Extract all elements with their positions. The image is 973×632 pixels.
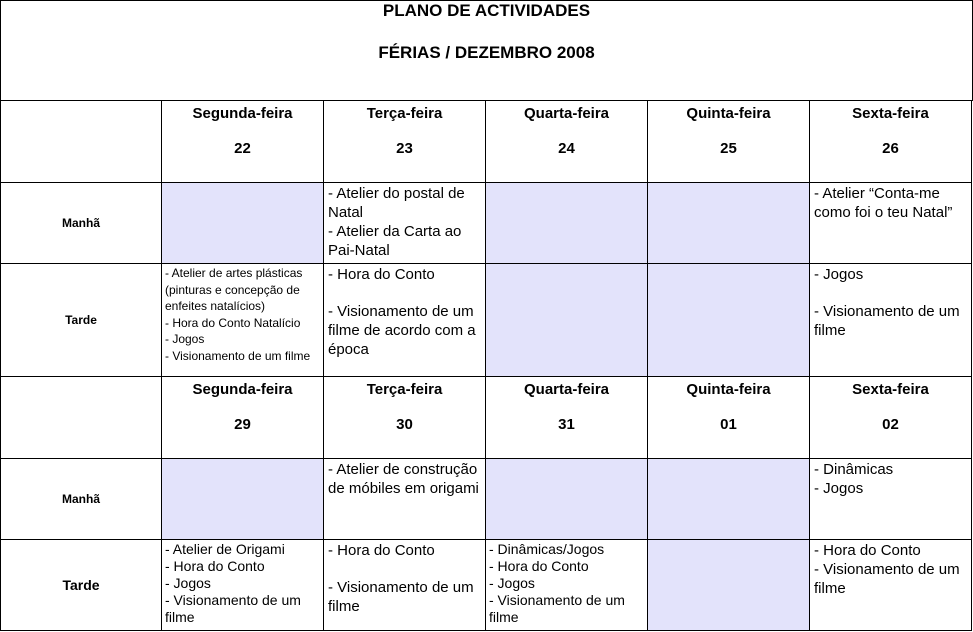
spacer (328, 560, 481, 578)
week2-tarde-wed (486, 540, 648, 631)
week1-header-row (1, 101, 972, 183)
activity-item: - Hora do Conto Natalício (165, 315, 301, 330)
week1-manha-thu-empty (648, 183, 810, 264)
activity-item: - Jogos (814, 266, 864, 283)
week1-manha-mon-empty (162, 183, 324, 264)
activity-item: - Hora do Conto (814, 542, 921, 559)
activity-item: - Hora do Conto (489, 558, 589, 574)
day-name: Segunda-feira (192, 105, 293, 122)
activity-item: - Visionamento de um filme (489, 592, 625, 625)
day-name: Quarta-feira (523, 105, 610, 122)
week1-day-wed (486, 101, 648, 183)
week1-manha-row (1, 183, 972, 264)
week1-manha-label: Manhã (1, 183, 162, 264)
week2-manha-fri (810, 459, 972, 540)
day-number: 29 (234, 416, 251, 433)
week2-day-wed (486, 377, 648, 459)
week2-header-row (1, 377, 972, 459)
plan-title: PLANO DE ACTIVIDADES (382, 1, 591, 20)
week2-day-mon (162, 377, 324, 459)
activity-item: - Atelier do postal de Natal (328, 185, 465, 221)
day-name: Terça-feira (366, 381, 443, 398)
activity-item: - Jogos (814, 480, 864, 497)
week2-day-tue (324, 377, 486, 459)
day-name: Quinta-feira (686, 381, 771, 398)
activity-item: - Visionamento de um filme (165, 348, 311, 363)
week2-day-fri (810, 377, 972, 459)
week2-tarde-fri (810, 540, 972, 631)
day-number: 24 (558, 140, 575, 157)
day-name: Quarta-feira (523, 381, 610, 398)
day-number: 02 (882, 416, 899, 433)
week2-manha-mon-empty (162, 459, 324, 540)
week2-tarde-mon (162, 540, 324, 631)
activity-item: - Atelier de artes plásticas (pinturas e concepção de enfeites natalícios) (165, 266, 303, 313)
activity-item: - Visionamento de um filme (165, 592, 301, 625)
week1-tarde-row (1, 264, 972, 377)
week1-day-fri (810, 101, 972, 183)
plan-subtitle: FÉRIAS / DEZEMBRO 2008 (378, 43, 595, 62)
week1-day-tue (324, 101, 486, 183)
week1-manha-tue (324, 183, 486, 264)
day-number: 23 (396, 140, 413, 157)
day-name: Sexta-feira (852, 381, 929, 398)
activity-item: - Dinâmicas (814, 461, 894, 478)
activity-item: - Visionamento de um filme de acordo com a época (328, 303, 476, 358)
activity-item: - Atelier da Carta ao Pai-Natal (328, 223, 462, 259)
activity-item: - Hora do Conto (328, 266, 435, 283)
week1-tarde-tue (324, 264, 486, 377)
week1-tarde-mon (162, 264, 324, 377)
activity-item: - Hora do Conto (165, 558, 265, 574)
spacer (328, 284, 481, 302)
activity-item: - Jogos (165, 575, 211, 591)
week1-tarde-label: Tarde (1, 264, 162, 377)
week1-tarde-thu-empty (648, 264, 810, 377)
week1-day-mon (162, 101, 324, 183)
activity-item: - Jogos (165, 332, 205, 346)
activity-item: - Visionamento de um filme (328, 579, 474, 615)
day-number: 01 (720, 416, 737, 433)
week2-manha-wed-empty (486, 459, 648, 540)
activity-item: - Visionamento de um filme (814, 303, 960, 339)
day-name: Segunda-feira (192, 381, 293, 398)
week2-tarde-row (1, 540, 972, 631)
week2-day-thu (648, 377, 810, 459)
week2-tarde-label: Tarde (1, 540, 162, 631)
week2-tarde-thu-empty (648, 540, 810, 631)
activity-item: - Atelier de construção de móbiles em origami (328, 461, 479, 497)
activity-item: - Visionamento de um filme (814, 561, 960, 597)
week2-manha-thu-empty (648, 459, 810, 540)
day-number: 31 (558, 416, 575, 433)
week1-corner-cell (1, 101, 162, 183)
day-name: Terça-feira (366, 105, 443, 122)
week2-tarde-tue (324, 540, 486, 631)
day-number: 30 (396, 416, 413, 433)
week1-tarde-wed-empty (486, 264, 648, 377)
week2-corner-cell (1, 377, 162, 459)
day-name: Quinta-feira (686, 105, 771, 122)
day-number: 26 (882, 140, 899, 157)
week1-day-thu (648, 101, 810, 183)
spacer (814, 284, 967, 302)
week2-manha-row (1, 459, 972, 540)
day-number: 22 (234, 140, 251, 157)
week2-manha-label: Manhã (1, 459, 162, 540)
schedule-table (0, 100, 972, 631)
week2-manha-tue (324, 459, 486, 540)
activity-item: - Jogos (489, 575, 535, 591)
week1-manha-wed-empty (486, 183, 648, 264)
activity-item: - Atelier de Origami (165, 541, 285, 557)
activity-item: - Atelier “Conta-me como foi o teu Natal” (814, 185, 953, 221)
activity-item: - Dinâmicas/Jogos (489, 541, 605, 557)
week1-tarde-fri (810, 264, 972, 377)
week1-manha-fri (810, 183, 972, 264)
day-name: Sexta-feira (852, 105, 929, 122)
day-number: 25 (720, 140, 737, 157)
activity-item: - Hora do Conto (328, 542, 435, 559)
